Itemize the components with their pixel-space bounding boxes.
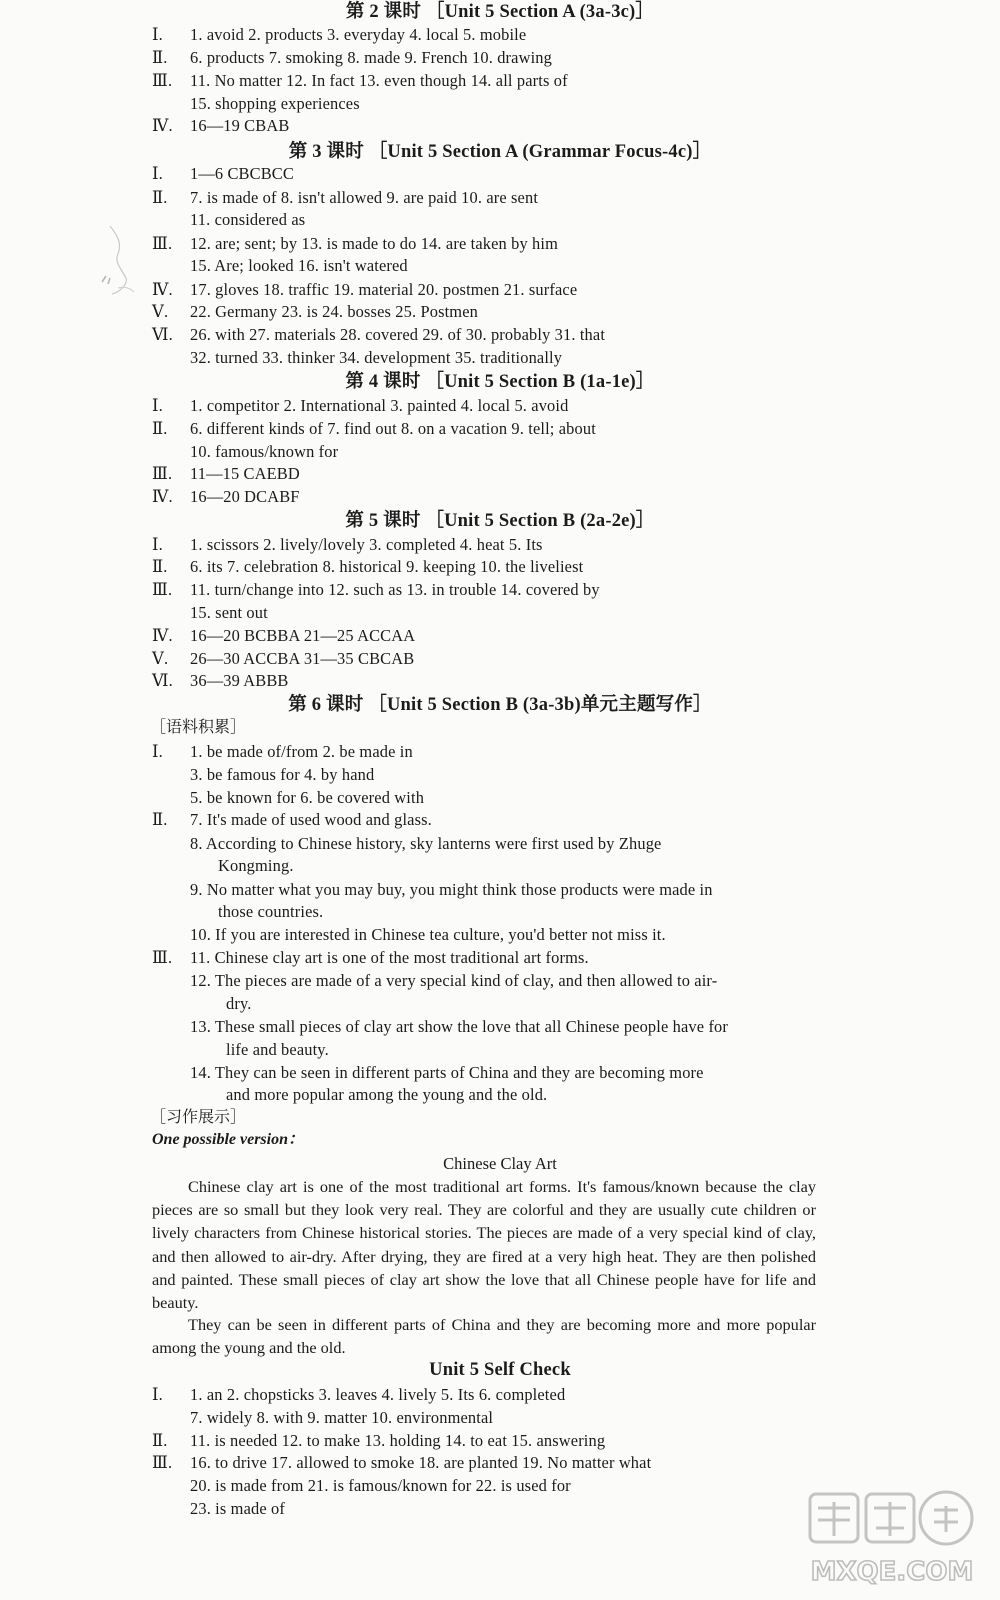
answer-row: Ⅲ. 11—15 CAEBD — [152, 464, 300, 483]
lesson-4-heading: 第 4 课时 ［Unit 5 Section B (1a-1e)］ — [345, 372, 655, 392]
answer-row: Ⅲ. 12. are; sent; by 13. is made to do 14. are taken by him — [152, 234, 559, 253]
answer-row: 5. be known for 6. be covered with — [190, 788, 425, 807]
watermark-url-text: MXQE.COM — [810, 1557, 974, 1587]
pencil-scribble — [88, 222, 138, 302]
essay-title: Chinese Clay Art — [443, 1154, 557, 1173]
answer-row: Ⅰ. 1. an 2. chopsticks 3. leaves 4. lively 5. Its 6. completed — [152, 1385, 566, 1404]
answer-row: Ⅱ. 11. is needed 12. to make 13. holding 14. to eat 15. answering — [152, 1431, 606, 1450]
answer-row: 7. widely 8. with 9. matter 10. environmental — [190, 1408, 494, 1427]
answer-row: Ⅵ. 36—39 ABBB — [152, 671, 289, 690]
answer-row: 14. They can be seen in different parts of China and they are becoming more — [190, 1063, 704, 1082]
answer-row: Ⅲ. 11. Chinese clay art is one of the most traditional art forms. — [152, 948, 589, 967]
essay-paragraph: They can be seen in different parts of China and they are becoming more and more popular among the young and the old. — [152, 1315, 816, 1358]
answer-row: 15. shopping experiences — [190, 94, 360, 113]
answer-row: 32. turned 33. thinker 34. development 35. traditionally — [190, 348, 563, 367]
lesson-2-heading: 第 2 课时 ［Unit 5 Section A (3a-3c)］ — [345, 2, 655, 22]
answer-row: 10. If you are interested in Chinese tea culture, you'd better not miss it. — [190, 925, 666, 944]
answer-row: Ⅱ. 7. is made of 8. isn't allowed 9. are paid 10. are sent — [152, 188, 539, 207]
version-label: One possible version： — [152, 1131, 305, 1148]
answer-row: dry. — [226, 994, 252, 1013]
answer-row: Ⅱ. 6. different kinds of 7. find out 8. on a vacation 9. tell; about — [152, 419, 596, 438]
answer-row: 13. These small pieces of clay art show the love that all Chinese people have for — [190, 1017, 729, 1036]
answer-row: and more popular among the young and the old. — [226, 1085, 548, 1104]
answer-row: Kongming. — [218, 856, 294, 875]
answer-row: Ⅱ. 6. products 7. smoking 8. made 9. French 10. drawing — [152, 48, 552, 67]
answer-row: 15. sent out — [190, 603, 268, 622]
lesson-3-heading: 第 3 课时 ［Unit 5 Section A (Grammar Focus-4c)］ — [288, 142, 712, 162]
site-watermark-logo — [800, 1488, 985, 1592]
answer-row: Ⅰ. 1. be made of/from 2. be made in — [152, 742, 413, 761]
answer-row: Ⅰ. 1. competitor 2. International 3. painted 4. local 5. avoid — [152, 396, 569, 415]
answer-row: Ⅳ. 16—20 DCABF — [152, 487, 300, 506]
answer-row: Ⅱ. 7. It's made of used wood and glass. — [152, 810, 432, 829]
answer-row: Ⅲ. 11. turn/change into 12. such as 13. in trouble 14. covered by — [152, 580, 600, 599]
answer-row: Ⅱ. 6. its 7. celebration 8. historical 9. keeping 10. the liveliest — [152, 557, 584, 576]
answer-row: 15. Are; looked 16. isn't watered — [190, 256, 408, 275]
answer-row: Ⅲ. 16. to drive 17. allowed to smoke 18. are planted 19. No matter what — [152, 1453, 652, 1472]
answer-row: Ⅳ. 16—20 BCBBA 21—25 ACCAA — [152, 626, 416, 645]
self-check-heading: Unit 5 Self Check — [429, 1360, 571, 1380]
lesson-5-heading: 第 5 课时 ［Unit 5 Section B (2a-2e)］ — [345, 511, 655, 531]
answer-row: life and beauty. — [226, 1040, 329, 1059]
answer-row: 20. is made from 21. is famous/known for 22. is used for — [190, 1476, 571, 1495]
answer-row: Ⅴ. 22. Germany 23. is 24. bosses 25. Postmen — [152, 302, 478, 321]
answer-row: 23. is made of — [190, 1499, 285, 1518]
accumulation-label: ［语料积累］ — [150, 719, 247, 736]
answer-row: Ⅰ. 1. avoid 2. products 3. everyday 4. local 5. mobile — [152, 25, 527, 44]
answer-row: those countries. — [218, 902, 324, 921]
answer-row: Ⅵ. 26. with 27. materials 28. covered 29. of 30. probably 31. that — [152, 325, 606, 344]
answer-row: 3. be famous for 4. by hand — [190, 765, 375, 784]
answer-row: 10. famous/known for — [190, 442, 339, 461]
essay-paragraph: Chinese clay art is one of the most traditional art forms. It's famous/known because the clay pieces are so small but they look very real. They are colorful and they are usually cute children or lively characters from Chinese historical stories. The pieces are made of a very special kind of clay, and then allowed to air-dry. After drying, they are fired at a very high heat. They are then polished and painted. These small pieces of clay art show the love that all Chinese people have for life and beauty. — [152, 1177, 816, 1313]
answer-row: Ⅲ. 11. No matter 12. In fact 13. even though 14. all parts of — [152, 71, 568, 90]
writing-label: ［习作展示］ — [150, 1109, 247, 1126]
answer-row: Ⅴ. 26—30 ACCBA 31—35 CBCAB — [152, 649, 415, 668]
lesson-6-heading: 第 6 课时 ［Unit 5 Section B (3a-3b)单元主题写作］ — [288, 695, 712, 715]
answer-row: Ⅰ. 1—6 CBCBCC — [152, 164, 294, 183]
answer-row: 9. No matter what you may buy, you might think those products were made in — [190, 880, 713, 899]
answer-row: Ⅳ. 17. gloves 18. traffic 19. material 20. postmen 21. surface — [152, 280, 578, 299]
answer-row: 11. considered as — [190, 210, 306, 229]
answer-row: 8. According to Chinese history, sky lanterns were first used by Zhuge — [190, 834, 662, 853]
answer-row: Ⅳ. 16—19 CBAB — [152, 116, 290, 135]
answer-row: 12. The pieces are made of a very special kind of clay, and then allowed to air- — [190, 971, 718, 990]
answer-row: Ⅰ. 1. scissors 2. lively/lovely 3. completed 4. heat 5. Its — [152, 535, 543, 554]
